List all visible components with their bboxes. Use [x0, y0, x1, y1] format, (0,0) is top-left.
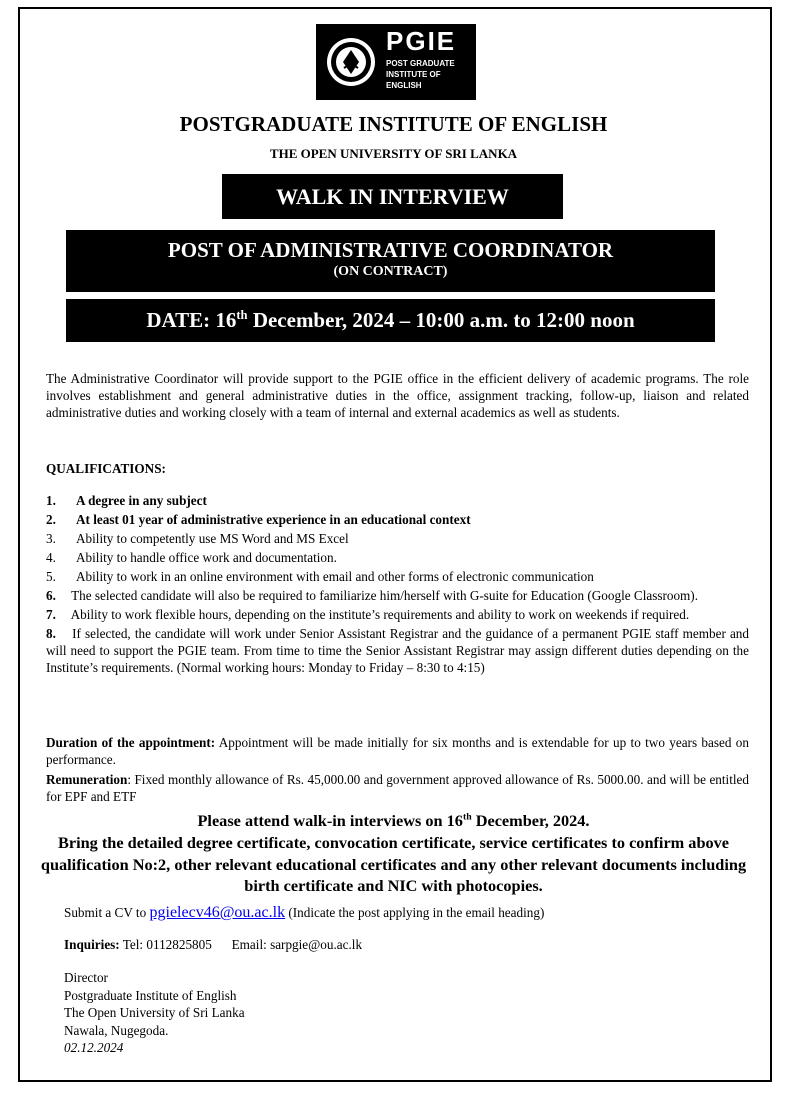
- date-sup: th: [236, 308, 248, 322]
- pgie-logo: [316, 24, 476, 100]
- duration-label: Duration of the appointment:: [46, 735, 216, 750]
- list-item: 7. Ability to work flexible hours, depending on the institute’s requirements and ability to work on weekends if required.: [46, 607, 690, 622]
- university-name: THE OPEN UNIVERSITY OF SRI LANKA: [269, 146, 518, 161]
- inquiries-line: [64, 936, 362, 953]
- inquiries-tel: Tel: 0112825805: [119, 937, 212, 952]
- duration-paragraph: [46, 734, 749, 768]
- remuneration-text: : Fixed monthly allowance of Rs. 45,000.00 and government approved allowance of Rs. 5000.00. and will be entitled for EPF and ETF: [46, 772, 749, 804]
- contract-label: (ON CONTRACT): [333, 264, 448, 279]
- logo-subtitle: POST GRADUATE INSTITUTE OF ENGLISH: [386, 59, 455, 90]
- duration-text: Appointment will be made initially for six months and is extendable for up to two years based on performance.: [46, 735, 749, 767]
- cv-email-link[interactable]: pgielecv46@ou.ac.lk: [149, 904, 286, 921]
- date-prefix: DATE: 16: [146, 308, 237, 332]
- list-item: 1. A degree in any subject: [46, 493, 207, 508]
- signature-institute: Postgraduate Institute of English: [64, 987, 237, 1003]
- remuneration-label: Remuneration: [46, 772, 128, 787]
- post-banner: [66, 230, 715, 292]
- qualifications-heading: QUALIFICATIONS:: [46, 461, 166, 476]
- date-suffix: December, 2024 – 10:00 a.m. to 12:00 noon: [247, 308, 635, 332]
- signature-date: 02.12.2024: [64, 1040, 124, 1055]
- list-item: 2. At least 01 year of administrative experience in an educational context: [46, 512, 471, 527]
- intro-paragraph: The Administrative Coordinator will provide support to the PGIE office in the efficient delivery of academic programs. The role involves establishment and general administrative duties in the office, assignment tracking, follow-up, liaison and related administrative duties and working closely with a team of internal and external academics as well as students.: [46, 371, 749, 420]
- signature-university: The Open University of Sri Lanka: [64, 1005, 245, 1020]
- institute-title: POSTGRADUATE INSTITUTE OF ENGLISH: [179, 112, 608, 136]
- list-item: 8. If selected, the candidate will work under Senior Assistant Registrar and the guidance of a permanent PGIE staff member and will need to support the PGIE team. From time to time the Senior Assistant Registrar may assign different duties depending on the Institute’s requirements. (Normal working hours: Monday to Friday – 8:30 to 4:15): [46, 626, 749, 675]
- date-banner: [66, 299, 715, 342]
- qualifications-list: [46, 492, 749, 678]
- signature-title: Director: [64, 970, 108, 985]
- submit-cv-line: Submit a CV to pgielecv46@ou.ac.lk (Indicate the post applying in the email heading): [64, 904, 545, 921]
- university-seal-icon: [326, 32, 376, 92]
- documents-notice: Bring the detailed degree certificate, convocation certificate, service certificates to confirm above qualification No:2, other relevant educational certificates and any other relevant documents including birth certificate and NIC with photocopies.: [40, 833, 747, 895]
- post-title: POST OF ADMINISTRATIVE COORDINATOR: [167, 238, 614, 262]
- inquiries-label: Inquiries:: [64, 937, 120, 952]
- inquiries-email: Email: sarpgie@ou.ac.lk: [231, 937, 363, 952]
- remuneration-paragraph: [46, 771, 749, 805]
- list-item: 4. Ability to handle office work and documentation.: [46, 550, 337, 565]
- list-item: 6. The selected candidate will also be required to familiarize him/herself with G-suite for Education (Google Classroom).: [46, 588, 698, 603]
- signature-block: [64, 969, 245, 1057]
- walk-in-notice: Please attend walk-in interviews on 16th December, 2024.: [197, 811, 590, 830]
- logo-name: PGIE: [386, 26, 457, 56]
- signature-address: Nawala, Nugegoda.: [64, 1022, 169, 1038]
- list-item: 5. Ability to work in an online environment with email and other forms of electronic communication: [46, 569, 594, 584]
- walk-in-banner: WALK IN INTERVIEW: [222, 174, 563, 219]
- list-item: 3. Ability to competently use MS Word and MS Excel: [46, 531, 349, 546]
